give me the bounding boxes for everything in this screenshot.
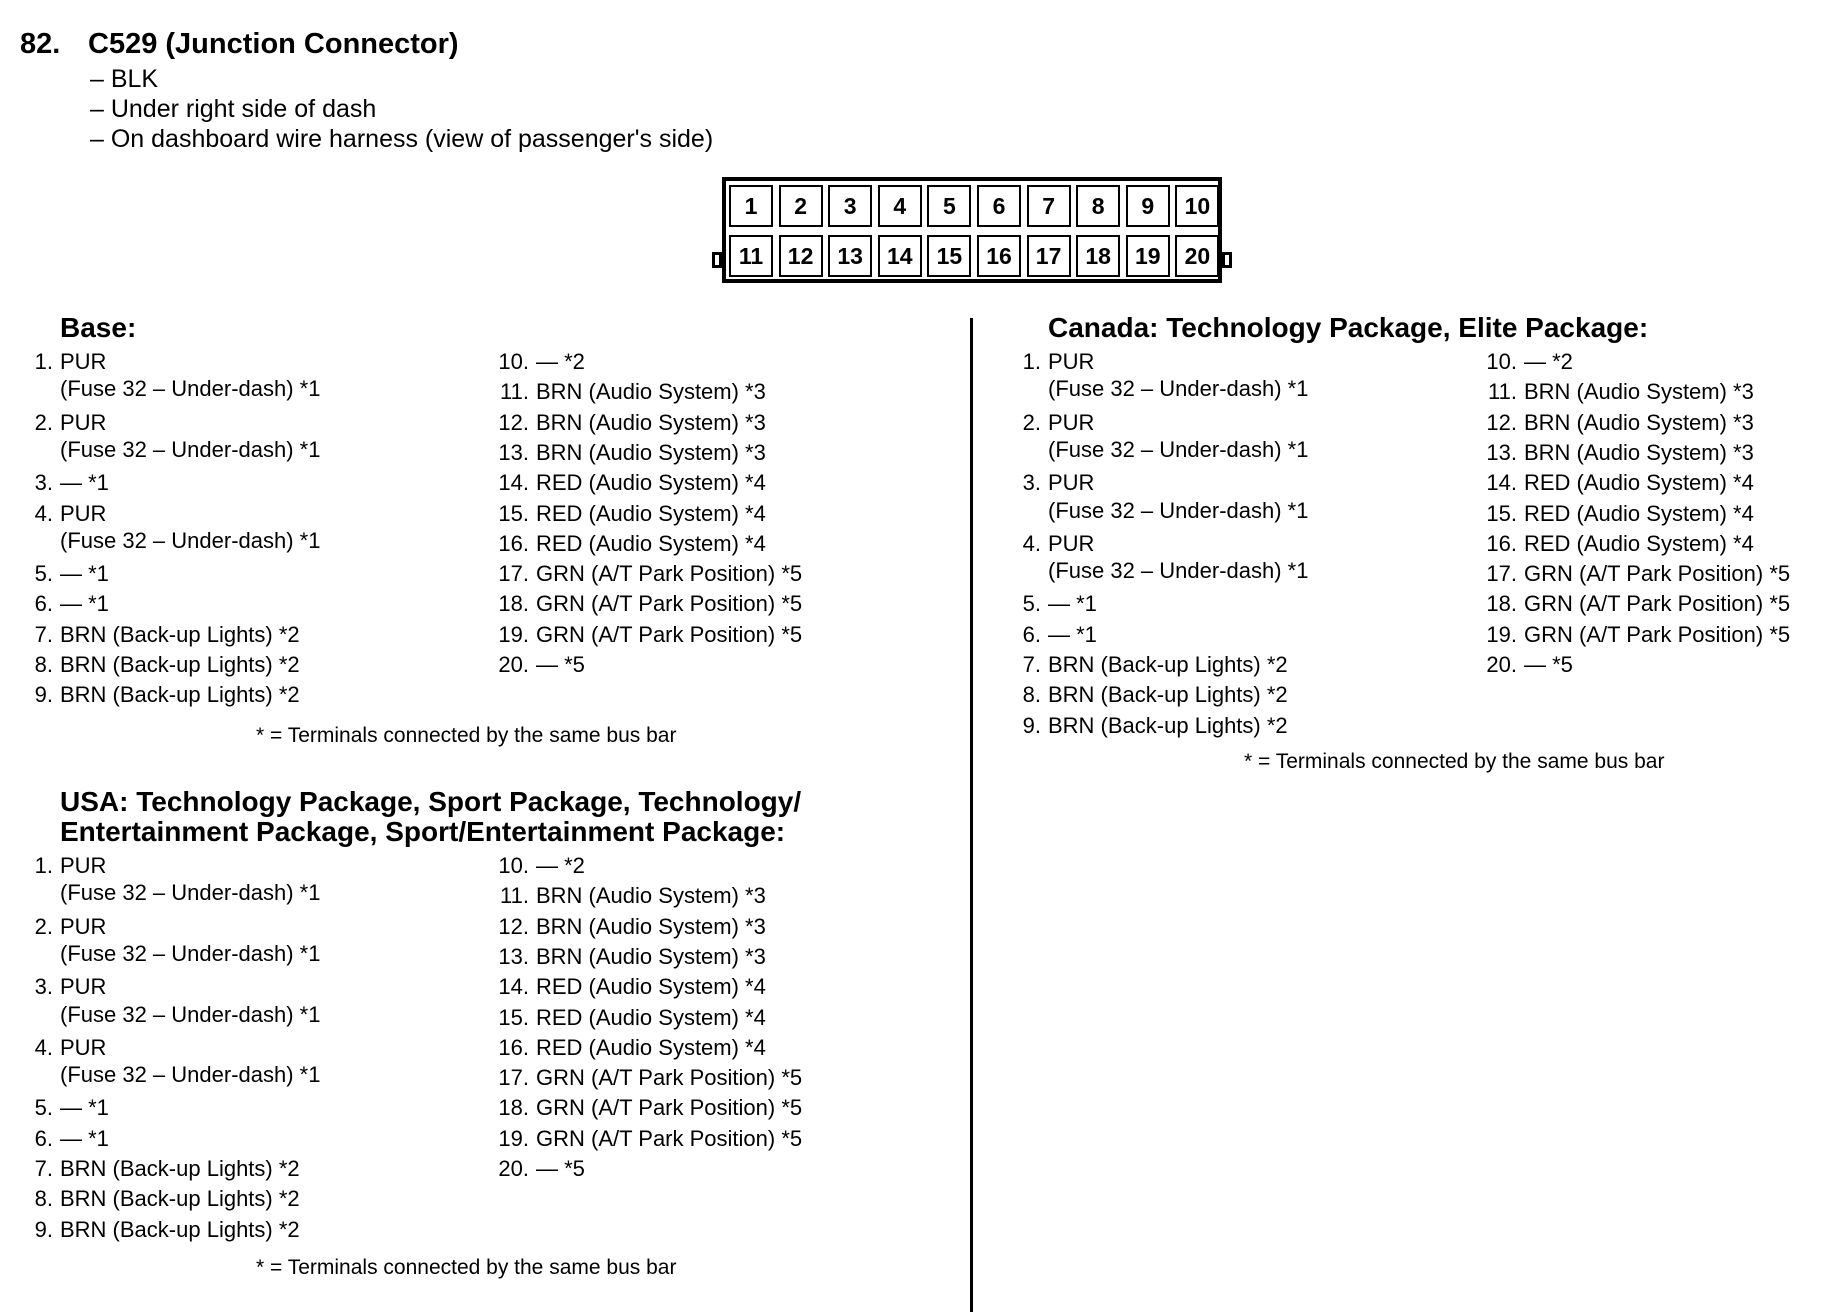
connector-pin: 3 [828,185,872,227]
pin-list-item [498,943,766,970]
pin-number: 3. [34,470,53,496]
pin-number: 2. [34,409,53,435]
pin-description: BRN (Audio System) *3 [536,409,766,435]
pin-description: PUR [60,1034,107,1060]
detail-location: – Under right side of dash [90,95,377,123]
pin-description: BRN (Back-up Lights) *2 [60,1216,300,1242]
connector-pin: 5 [927,185,971,227]
pin-list-item [34,349,107,375]
pin-number: 11. [500,883,529,909]
pin-list-item [34,1125,109,1152]
connector-latch-left [712,252,722,268]
connector-pin: 19 [1126,235,1170,277]
pin-description: PUR [1048,409,1095,435]
pin-description: GRN (A/T Park Position) *5 [536,1065,803,1091]
pin-number: 12. [498,913,529,939]
pin-description: BRN (Audio System) *3 [1524,409,1754,435]
pin-list-item [1022,682,1288,708]
pin-description: PUR [60,913,107,939]
pin-description: — *1 [60,591,109,617]
detail-color: – BLK [90,65,159,93]
pin-number: 14. [498,974,529,1000]
pin-list-item [34,652,300,678]
pin-list-item [1022,591,1097,617]
pin-number: 7. [34,621,53,647]
pin-list-item [500,883,766,909]
pin-description: RED (Audio System) *4 [536,500,766,526]
pin-list-item [34,591,109,617]
pin-list-item [1486,409,1754,436]
canada-bus-bar-note: * = Terminals connected by the same bus bar [1244,750,1665,773]
pin-description: BRN (Audio System) *3 [536,883,766,909]
pin-number: 20. [1486,652,1517,677]
pin-circuit-note: (Fuse 32 – Under-dash) *1 [60,880,321,906]
pin-description: RED (Audio System) *4 [536,1004,766,1030]
pin-description: RED (Audio System) *4 [1524,500,1754,526]
pin-list-item [1486,591,1791,617]
pin-list-item [500,379,766,405]
pin-number: 19. [1486,621,1517,647]
pin-number: 16. [498,530,529,556]
pin-list-item [1486,470,1754,496]
pin-list-item [498,470,766,496]
pin-list-item [34,561,109,587]
connector-pin: 11 [729,235,773,277]
pin-list-item [1022,470,1095,496]
pin-number: 4. [34,1034,53,1060]
connector-pin: 9 [1126,185,1170,227]
pin-list-item [34,1156,300,1182]
connector-pin: 13 [828,235,872,277]
pin-number: 12. [498,409,529,435]
pin-number: 5. [34,561,53,587]
connector-pin: 8 [1076,185,1120,227]
pin-number: 20. [498,1156,529,1181]
pin-description: PUR [60,500,107,526]
pin-description: — *1 [60,1125,109,1151]
pin-number: 9. [1022,712,1041,738]
pin-circuit-note: (Fuse 32 – Under-dash) *1 [60,527,321,553]
pin-list-item [1022,349,1095,375]
pin-list-item [34,409,107,436]
connector-details [90,64,713,154]
pin-number: 17. [1486,561,1517,587]
pin-number: 9. [34,1216,53,1242]
pin-description: — *2 [536,349,585,374]
pin-number: 5. [34,1095,53,1121]
pin-description: PUR [60,409,107,435]
pin-number: 19. [498,621,529,647]
pin-list-item [34,500,107,527]
pin-description: PUR [60,349,107,374]
pin-description: BRN (Audio System) *3 [536,439,766,465]
connector-pin: 6 [977,185,1021,227]
pin-list-item [1486,500,1754,527]
pin-number: 1. [34,349,53,374]
pin-list-item [498,349,585,375]
pin-circuit-note: (Fuse 32 – Under-dash) *1 [60,1062,321,1088]
connector-pin: 7 [1027,185,1071,227]
connector-pin: 1 [729,185,773,227]
pin-circuit-note: (Fuse 32 – Under-dash) *1 [60,1001,321,1027]
pin-number: 15. [498,1004,529,1030]
pin-description: RED (Audio System) *4 [536,1034,766,1060]
pin-list-item [34,974,107,1000]
pin-list-item [498,530,766,557]
pin-list-item [498,621,803,648]
pin-list-item [498,913,766,940]
connector-latch-right [1222,252,1232,268]
pin-description: GRN (A/T Park Position) *5 [536,561,803,587]
pin-description: BRN (Audio System) *3 [536,913,766,939]
pin-description: BRN (Back-up Lights) *2 [1048,712,1288,738]
pin-number: 6. [34,591,53,617]
pin-number: 2. [34,913,53,939]
pin-description: PUR [60,853,107,878]
connector-pin: 16 [977,235,1021,277]
pin-number: 13. [498,439,529,465]
pin-number: 18. [498,591,529,617]
pin-description: GRN (A/T Park Position) *5 [536,1095,803,1121]
pin-circuit-note: (Fuse 32 – Under-dash) *1 [60,436,321,462]
pin-description: RED (Audio System) *4 [1524,530,1754,556]
base-bus-bar-note: * = Terminals connected by the same bus bar [256,724,677,747]
pin-list-item [498,439,766,466]
connector-pin: 12 [779,235,823,277]
pin-list-item [498,1156,585,1182]
pin-description: — *2 [1524,349,1573,374]
pin-number: 14. [498,470,529,496]
pin-description: PUR [60,974,107,1000]
pin-number: 9. [34,682,53,708]
pin-list-item [1486,621,1791,648]
pin-number: 11. [500,379,529,405]
pin-description: — *1 [1048,621,1097,647]
column-divider [970,318,973,1312]
pin-list-item [34,621,300,648]
pin-number: 8. [34,652,53,677]
pin-list-item [1488,379,1754,405]
pin-number: 4. [1022,530,1041,556]
pin-list-item [498,1034,766,1061]
pin-description: — *2 [536,853,585,878]
pin-number: 13. [1486,439,1517,465]
pin-list-item [1486,439,1754,466]
pin-list-item [1022,530,1095,557]
pin-number: 18. [498,1095,529,1121]
pin-number: 7. [1022,652,1041,677]
pin-number: 13. [498,943,529,969]
pin-description: BRN (Audio System) *3 [1524,439,1754,465]
pin-number: 11. [1488,379,1517,405]
pin-circuit-note: (Fuse 32 – Under-dash) *1 [60,376,321,402]
pin-number: 2. [1022,409,1041,435]
pin-number: 18. [1486,591,1517,617]
pin-description: — *1 [60,561,109,587]
detail-harness: – On dashboard wire harness (view of passenger's side) [90,125,714,153]
pin-description: BRN (Back-up Lights) *2 [1048,652,1288,677]
pin-description: BRN (Back-up Lights) *2 [60,621,300,647]
pin-number: 17. [498,561,529,587]
pin-description: GRN (A/T Park Position) *5 [1524,621,1791,647]
pin-number: 20. [498,652,529,677]
canada-section-title: Canada: Technology Package, Elite Package: [1048,312,1649,343]
pin-list-item [34,470,109,496]
pin-number: 15. [498,500,529,526]
pin-list-item [498,1095,803,1121]
pin-list-item [498,1065,803,1091]
pin-list-item [498,591,803,617]
pin-list-item [34,1186,300,1212]
pin-number: 10. [498,349,529,374]
pin-description: — *1 [1048,591,1097,617]
pin-list-item [1022,409,1095,436]
pin-list-item [498,409,766,436]
base-section-title: Base: [60,312,137,343]
pin-number: 14. [1486,470,1517,496]
pin-number: 10. [498,853,529,878]
pin-description: BRN (Back-up Lights) *2 [60,652,300,677]
pin-list-item [34,1216,300,1243]
connector-pin: 14 [878,235,922,277]
pin-description: PUR [1048,349,1095,374]
pin-description: BRN (Audio System) *3 [536,943,766,969]
pin-description: BRN (Audio System) *3 [1524,379,1754,405]
usa-section-title-line2: Entertainment Package, Sport/Entertainment Package: [60,816,786,847]
pin-list-item [498,500,766,527]
pin-number: 1. [1022,349,1041,374]
pin-number: 17. [498,1065,529,1091]
pin-description: BRN (Back-up Lights) *2 [1048,682,1288,708]
pin-description: PUR [1048,470,1095,496]
pin-number: 8. [34,1186,53,1212]
pin-number: 15. [1486,500,1517,526]
pin-description: GRN (A/T Park Position) *5 [536,1125,803,1151]
pin-description: — *5 [1524,652,1573,677]
pin-description: GRN (A/T Park Position) *5 [536,591,803,617]
pin-description: BRN (Audio System) *3 [536,379,766,405]
pin-list-item [34,682,300,708]
pin-description: — *5 [536,1156,585,1181]
pin-description: — *5 [536,652,585,677]
pin-list-item [34,1034,107,1061]
pin-list-item [1486,349,1573,375]
connector-diagram [722,177,1222,283]
pin-circuit-note: (Fuse 32 – Under-dash) *1 [1048,376,1309,402]
pin-list-item [498,853,585,879]
pin-list-item [498,1125,803,1152]
pin-number: 8. [1022,682,1041,708]
pin-description: — *1 [60,1095,109,1121]
pin-number: 6. [1022,621,1041,647]
pin-list-item [1486,530,1754,557]
connector-pin: 2 [779,185,823,227]
pin-number: 16. [498,1034,529,1060]
connector-pin: 10 [1175,185,1219,227]
pin-number: 5. [1022,591,1041,617]
section-number: 82. [20,28,61,60]
pin-description: PUR [1048,530,1095,556]
pin-number: 3. [34,974,53,1000]
pin-list-item [498,652,585,678]
pin-description: BRN (Back-up Lights) *2 [60,1186,300,1212]
connector-pin: 20 [1175,235,1219,277]
pin-circuit-note: (Fuse 32 – Under-dash) *1 [1048,497,1309,523]
connector-pin: 17 [1027,235,1071,277]
pin-number: 4. [34,500,53,526]
pin-description: GRN (A/T Park Position) *5 [536,621,803,647]
pin-circuit-note: (Fuse 32 – Under-dash) *1 [1048,436,1309,462]
pin-number: 3. [1022,470,1041,496]
pin-description: RED (Audio System) *4 [536,974,766,1000]
pin-circuit-note: (Fuse 32 – Under-dash) *1 [60,940,321,966]
pin-description: — *1 [60,470,109,496]
pin-list-item [498,561,803,587]
usa-section-title-line1: USA: Technology Package, Sport Package, Technology/ [60,786,802,817]
pin-description: GRN (A/T Park Position) *5 [1524,591,1791,617]
pin-number: 6. [34,1125,53,1151]
usa-bus-bar-note: * = Terminals connected by the same bus bar [256,1256,677,1279]
pin-description: GRN (A/T Park Position) *5 [1524,561,1791,587]
pin-description: BRN (Back-up Lights) *2 [60,1156,300,1181]
pin-list-item [34,1095,109,1121]
pin-description: RED (Audio System) *4 [1524,470,1754,496]
connector-pin: 4 [878,185,922,227]
connector-pin: 15 [927,235,971,277]
pin-number: 16. [1486,530,1517,556]
page-title: C529 (Junction Connector) [88,28,459,60]
pin-circuit-note: (Fuse 32 – Under-dash) *1 [1048,558,1309,584]
pin-list-item [1022,652,1288,678]
connector-pin: 18 [1076,235,1120,277]
pin-list-item [1486,561,1791,587]
pin-number: 10. [1486,349,1517,374]
pin-number: 19. [498,1125,529,1151]
pin-description: BRN (Back-up Lights) *2 [60,682,300,708]
pin-description: RED (Audio System) *4 [536,530,766,556]
pin-number: 1. [34,853,53,878]
pin-list-item [1486,652,1573,678]
pin-list-item [1022,621,1097,648]
pin-list-item [34,853,107,879]
pin-description: RED (Audio System) *4 [536,470,766,496]
pin-number: 12. [1486,409,1517,435]
pin-list-item [498,974,766,1000]
pin-number: 7. [34,1156,53,1181]
pin-list-item [34,913,107,940]
pin-list-item [498,1004,766,1031]
pin-list-item [1022,712,1288,739]
